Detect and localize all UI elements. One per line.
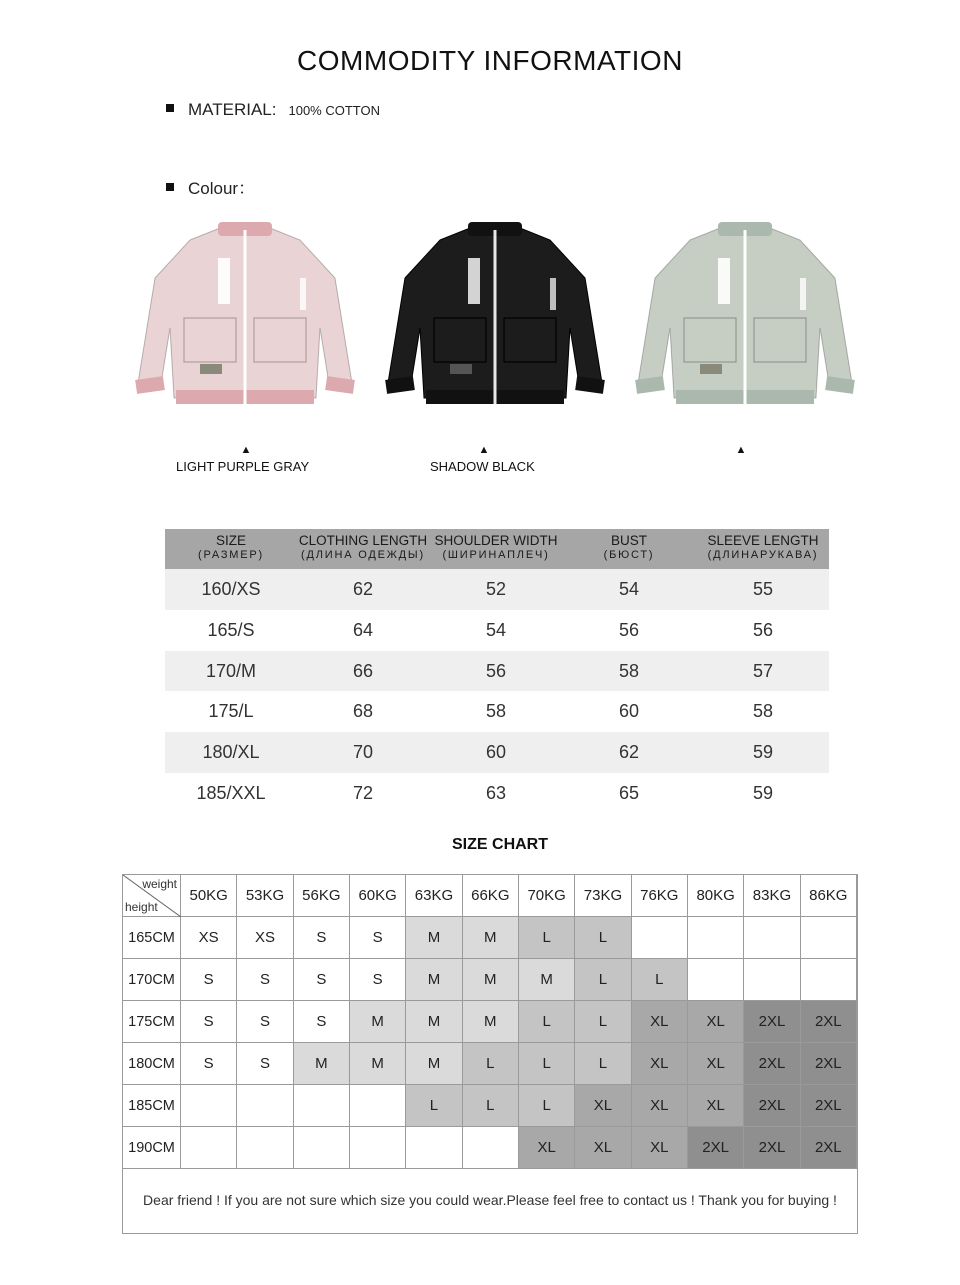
size-cell (350, 1127, 406, 1169)
material-row (166, 100, 380, 120)
table-cell: 62 (618, 742, 640, 763)
weight-header: 73KG (575, 875, 631, 917)
table-cell: 175/L (208, 701, 254, 722)
colour-name: LIGHT PURPLE GRAY (176, 459, 310, 474)
weight-header: 83KG (744, 875, 800, 917)
weight-header: 53KG (237, 875, 293, 917)
size-cell: XS (237, 917, 293, 959)
table-cell: 72 (352, 782, 374, 803)
column-header: CLOTHING LENGTH (ДЛИНА ОДЕЖДЫ) (298, 533, 428, 561)
colour-row (166, 174, 255, 199)
height-axis-label: height (125, 900, 158, 914)
table-cell: 68 (352, 701, 374, 722)
weight-header: 63KG (406, 875, 462, 917)
page-title: COMMODITY INFORMATION (297, 45, 683, 76)
size-cell: XL (632, 1001, 688, 1043)
size-cell: L (406, 1085, 462, 1127)
size-cell: L (575, 1001, 631, 1043)
weight-header: 86KG (801, 875, 857, 917)
height-header: 185CM (123, 1085, 181, 1127)
size-cell: 2XL (801, 1001, 857, 1043)
size-cell: XL (519, 1127, 575, 1169)
size-cell (350, 1085, 406, 1127)
height-header: 190CM (123, 1127, 181, 1169)
size-cell: 2XL (744, 1001, 800, 1043)
size-cell: S (294, 959, 350, 1001)
size-cell: 2XL (744, 1127, 800, 1169)
size-cell: S (350, 917, 406, 959)
size-chart-corner (123, 875, 181, 917)
table-cell: 160/XS (201, 579, 261, 599)
size-cell (801, 959, 857, 1001)
weight-header: 80KG (688, 875, 744, 917)
table-cell: 54 (618, 579, 640, 599)
size-cell: XL (632, 1085, 688, 1127)
table-cell: 64 (352, 619, 374, 640)
table-cell: 58 (485, 701, 507, 722)
size-cell: L (519, 1001, 575, 1043)
size-cell: S (294, 1001, 350, 1043)
size-cell: M (406, 1043, 462, 1085)
height-header: 165CM (123, 917, 181, 959)
column-header: SHOULDER WIDTH (ШИРИНАПЛЕЧ) (434, 533, 558, 561)
column-header: SLEEVE LENGTH (ДЛИНАРУКАВА) (707, 533, 819, 561)
jacket-icon (380, 218, 610, 418)
table-row (165, 610, 829, 651)
size-cell: XL (575, 1085, 631, 1127)
height-header: 180CM (123, 1043, 181, 1085)
table-cell: 56 (618, 619, 640, 640)
column-header: SIZE (РАЗМЕР) (197, 533, 265, 561)
table-cell: 66 (352, 660, 374, 681)
table-cell: 170/M (205, 660, 257, 681)
size-cell: S (181, 959, 237, 1001)
size-cell: L (519, 1085, 575, 1127)
height-header: 175CM (123, 1001, 181, 1043)
size-cell: M (519, 959, 575, 1001)
table-cell: 60 (618, 701, 640, 722)
weight-axis-label: weight (142, 877, 177, 891)
size-cell: S (237, 1043, 293, 1085)
size-cell: M (463, 959, 519, 1001)
table-cell: 63 (485, 782, 507, 803)
size-cell: S (237, 959, 293, 1001)
size-cell (237, 1127, 293, 1169)
size-cell: XL (688, 1001, 744, 1043)
triangle-up-icon: ▲ (240, 444, 252, 456)
size-cell: XL (632, 1043, 688, 1085)
size-cell: S (181, 1043, 237, 1085)
size-cell: 2XL (744, 1043, 800, 1085)
size-cell: L (575, 1043, 631, 1085)
size-cell (632, 917, 688, 959)
size-cell: M (406, 959, 462, 1001)
table-cell: 52 (485, 579, 507, 599)
table-cell: 56 (485, 660, 507, 681)
bullet-square-icon (166, 104, 174, 112)
bullet-square-icon (166, 183, 174, 191)
weight-header: 56KG (294, 875, 350, 917)
table-cell: 57 (752, 660, 774, 681)
size-cell: M (406, 917, 462, 959)
size-cell: L (632, 959, 688, 1001)
size-cell: XL (575, 1127, 631, 1169)
material-value: 100% COTTON (288, 103, 380, 118)
size-chart-title: SIZE CHART (452, 836, 548, 853)
table-cell: 55 (752, 579, 774, 599)
size-cell: L (575, 959, 631, 1001)
size-cell (294, 1127, 350, 1169)
size-cell: 2XL (688, 1127, 744, 1169)
size-cell: XL (632, 1127, 688, 1169)
table-row (165, 651, 829, 692)
size-cell (294, 1085, 350, 1127)
size-cell (688, 917, 744, 959)
weight-header: 60KG (350, 875, 406, 917)
colour-label: Colour： (188, 179, 256, 198)
size-cell: 2XL (801, 1127, 857, 1169)
size-cell: S (350, 959, 406, 1001)
size-cell: XL (688, 1043, 744, 1085)
size-cell: M (350, 1043, 406, 1085)
size-cell: XL (688, 1085, 744, 1127)
table-cell: 59 (752, 782, 774, 803)
size-cell: L (519, 917, 575, 959)
size-cell (406, 1127, 462, 1169)
size-cell (181, 1127, 237, 1169)
size-cell (744, 959, 800, 1001)
jacket-image (630, 218, 860, 418)
size-cell: XS (181, 917, 237, 959)
weight-header: 70KG (519, 875, 575, 917)
size-chart-footnote: Dear friend ! If you are not sure which size you could wear.Please feel free to contact us ! Thank you for buying ! (143, 1192, 837, 1208)
table-cell: 54 (485, 619, 507, 640)
triangle-up-icon: ▲ (735, 444, 747, 456)
jacket-icon (630, 218, 860, 418)
size-cell: 2XL (744, 1085, 800, 1127)
table-row (165, 569, 829, 610)
size-cell: L (463, 1085, 519, 1127)
weight-header: 76KG (632, 875, 688, 917)
size-cell (463, 1127, 519, 1169)
column-header: BUST (БЮСТ) (603, 533, 655, 561)
weight-header: 50KG (181, 875, 237, 917)
colour-name: SHADOW BLACK (430, 459, 535, 474)
table-cell: 58 (618, 660, 640, 681)
table-row (165, 732, 829, 773)
size-cell (744, 917, 800, 959)
size-cell: S (294, 917, 350, 959)
table-cell: 62 (352, 579, 374, 599)
table-cell: 65 (618, 782, 640, 803)
table-cell: 185/XXL (196, 782, 266, 803)
size-cell: L (519, 1043, 575, 1085)
size-cell: L (463, 1043, 519, 1085)
size-cell (688, 959, 744, 1001)
size-chart-grid (122, 874, 858, 1234)
size-cell: M (294, 1043, 350, 1085)
table-cell: 165/S (207, 619, 255, 640)
weight-header: 66KG (463, 875, 519, 917)
size-cell: 2XL (801, 1085, 857, 1127)
size-cell: M (463, 917, 519, 959)
table-row (165, 773, 829, 814)
table-row (165, 691, 829, 732)
table-cell: 59 (752, 742, 774, 763)
jacket-icon (130, 218, 360, 418)
size-cell (801, 917, 857, 959)
height-header: 170CM (123, 959, 181, 1001)
material-label: MATERIAL: (188, 100, 277, 119)
table-cell: 180/XL (202, 742, 260, 763)
size-cell (237, 1085, 293, 1127)
table-cell: 56 (752, 619, 774, 640)
size-cell: M (406, 1001, 462, 1043)
table-cell: 60 (485, 742, 507, 763)
size-cell: S (237, 1001, 293, 1043)
measurement-table-header (165, 529, 829, 569)
size-cell: 2XL (801, 1043, 857, 1085)
table-cell: 58 (752, 701, 774, 722)
size-cell: M (350, 1001, 406, 1043)
jacket-image (130, 218, 360, 418)
size-cell: L (575, 917, 631, 959)
table-cell: 70 (352, 742, 374, 763)
measurement-table (165, 529, 829, 814)
size-cell (181, 1085, 237, 1127)
jacket-image (380, 218, 610, 418)
size-cell: S (181, 1001, 237, 1043)
size-cell: M (463, 1001, 519, 1043)
triangle-up-icon: ▲ (478, 444, 490, 456)
